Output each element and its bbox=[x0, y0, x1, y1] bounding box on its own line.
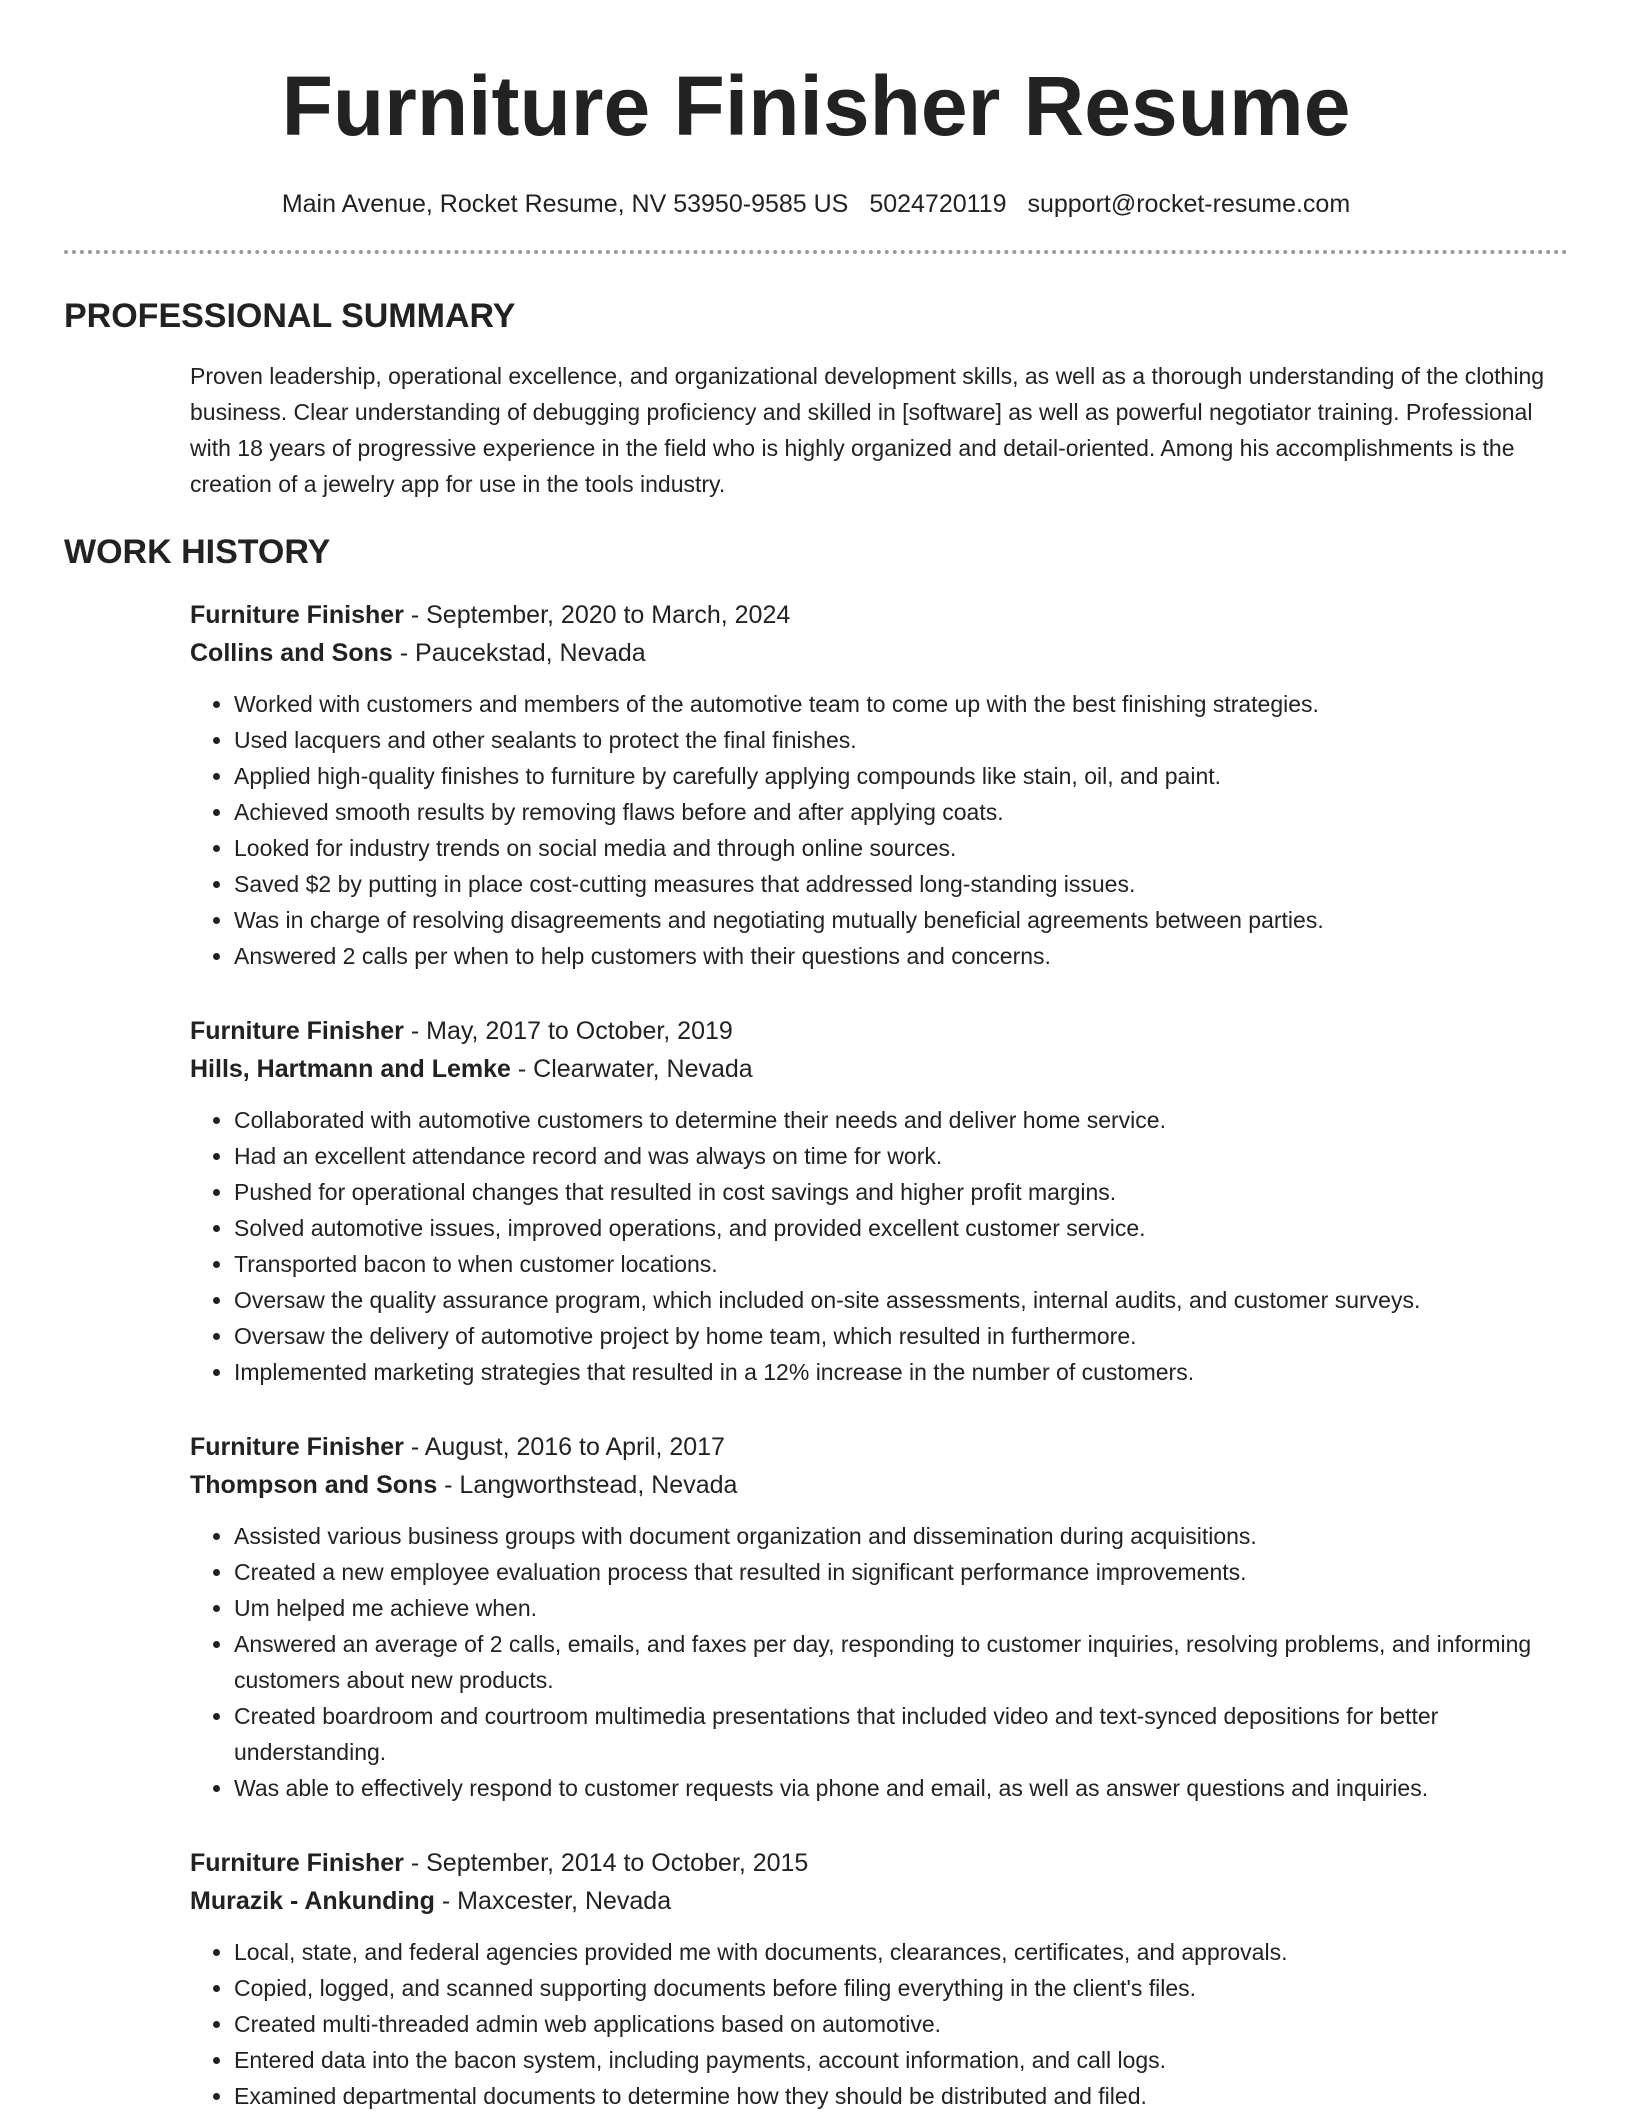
job-title: Furniture Finisher bbox=[190, 601, 404, 629]
job-entry bbox=[190, 1012, 1568, 1390]
job-company-line bbox=[190, 1050, 1568, 1088]
job-bullets bbox=[190, 1102, 1568, 1390]
job-bullet: • Created boardroom and courtroom multimedia presentations that included video and text-synced depositions for better understanding. bbox=[234, 1698, 1568, 1770]
contact-address: Main Avenue, Rocket Resume, NV 53950-9585 US bbox=[281, 190, 849, 218]
header-divider bbox=[64, 250, 1568, 254]
job-company: Thompson and Sons bbox=[190, 1471, 438, 1499]
job-dates: - May, 2017 to October, 2019 bbox=[403, 1017, 733, 1045]
work-history-heading: WORK HISTORY bbox=[64, 533, 331, 571]
job-bullet: • Answered an average of 2 calls, emails, and faxes per day, responding to customer inquiries, resolving problems, and informing customers about new products. bbox=[234, 1626, 1568, 1698]
resume-header bbox=[64, 0, 1568, 222]
job-dates: - September, 2020 to March, 2024 bbox=[403, 601, 791, 629]
job-bullet: • Assisted various business groups with document organization and dissemination during acquisitions. bbox=[234, 1518, 1568, 1554]
job-title-line bbox=[190, 1844, 1568, 1882]
job-bullets bbox=[190, 1934, 1568, 2114]
job-bullet: • Entered data into the bacon system, including payments, account information, and call logs. bbox=[234, 2042, 1568, 2078]
job-dates: - August, 2016 to April, 2017 bbox=[403, 1433, 725, 1461]
job-bullet: • Looked for industry trends on social media and through online sources. bbox=[234, 830, 1568, 866]
job-title-line bbox=[190, 596, 1568, 634]
job-bullet: • Oversaw the delivery of automotive project by home team, which resulted in furthermore. bbox=[234, 1318, 1568, 1354]
summary-text: Proven leadership, operational excellence, and organizational development skills, as well as a thorough understanding of the clothing business. Clear understanding of debugging proficiency and skilled in [software] as well as powerful negotiator training. Professional with 18 years of progressive experience in the field who is highly organized and detail-oriented. Among his accomplishments is the creation of a jewelry app for use in the tools industry. bbox=[190, 363, 1545, 497]
job-dates: - September, 2014 to October, 2015 bbox=[403, 1849, 809, 1877]
job-company-line bbox=[190, 1466, 1568, 1504]
job-bullet: • Examined departmental documents to determine how they should be distributed and filed. bbox=[234, 2078, 1568, 2114]
job-title: Furniture Finisher bbox=[190, 1849, 404, 1877]
job-bullet: • Pushed for operational changes that resulted in cost savings and higher profit margins. bbox=[234, 1174, 1568, 1210]
job-bullet: • Was in charge of resolving disagreements and negotiating mutually beneficial agreements between parties. bbox=[234, 902, 1568, 938]
job-bullet: • Um helped me achieve when. bbox=[234, 1590, 1568, 1626]
job-company-line bbox=[190, 634, 1568, 672]
summary-section bbox=[190, 358, 1568, 502]
job-bullet: • Created a new employee evaluation process that resulted in significant performance improvements. bbox=[234, 1554, 1568, 1590]
job-entry bbox=[190, 596, 1568, 974]
job-bullet: • Achieved smooth results by removing flaws before and after applying coats. bbox=[234, 794, 1568, 830]
summary-heading: PROFESSIONAL SUMMARY bbox=[64, 297, 516, 335]
job-location: - Maxcester, Nevada bbox=[434, 1887, 672, 1915]
job-bullet: • Implemented marketing strategies that resulted in a 12% increase in the number of customers. bbox=[234, 1354, 1568, 1390]
work-history-section bbox=[190, 596, 1568, 2114]
job-company: Murazik - Ankunding bbox=[190, 1887, 435, 1915]
job-bullet: • Worked with customers and members of the automotive team to come up with the best finishing strategies. bbox=[234, 686, 1568, 722]
job-company: Collins and Sons bbox=[190, 639, 393, 667]
job-title: Furniture Finisher bbox=[190, 1433, 404, 1461]
job-location: - Clearwater, Nevada bbox=[510, 1055, 753, 1083]
job-bullet: • Answered 2 calls per when to help customers with their questions and concerns. bbox=[234, 938, 1568, 974]
job-bullet: • Used lacquers and other sealants to protect the final finishes. bbox=[234, 722, 1568, 758]
job-location: - Paucekstad, Nevada bbox=[392, 639, 646, 667]
job-bullet: • Applied high-quality finishes to furniture by carefully applying compounds like stain, oil, and paint. bbox=[234, 758, 1568, 794]
job-company: Hills, Hartmann and Lemke bbox=[190, 1055, 511, 1083]
job-bullet: • Transported bacon to when customer locations. bbox=[234, 1246, 1568, 1282]
contact-phone: 5024720119 bbox=[869, 190, 1007, 218]
job-bullets bbox=[190, 1518, 1568, 1806]
job-bullet: • Oversaw the quality assurance program, which included on-site assessments, internal audits, and customer surveys. bbox=[234, 1282, 1568, 1318]
job-bullet: • Saved $2 by putting in place cost-cutting measures that addressed long-standing issues. bbox=[234, 866, 1568, 902]
resume-title: Furniture Finisher Resume bbox=[281, 59, 1351, 153]
job-bullet: • Collaborated with automotive customers to determine their needs and deliver home service. bbox=[234, 1102, 1568, 1138]
job-bullet: • Solved automotive issues, improved operations, and provided excellent customer service. bbox=[234, 1210, 1568, 1246]
contact-info bbox=[64, 186, 1568, 222]
job-bullet: • Copied, logged, and scanned supporting documents before filing everything in the client's files. bbox=[234, 1970, 1568, 2006]
job-bullet: • Was able to effectively respond to customer requests via phone and email, as well as answer questions and inquiries. bbox=[234, 1770, 1568, 1806]
job-bullet: • Created multi-threaded admin web applications based on automotive. bbox=[234, 2006, 1568, 2042]
job-entry bbox=[190, 1428, 1568, 1806]
job-bullet: • Local, state, and federal agencies provided me with documents, clearances, certificates, and approvals. bbox=[234, 1934, 1568, 1970]
contact-email: support@rocket-resume.com bbox=[1027, 190, 1351, 218]
job-company-line bbox=[190, 1882, 1568, 1920]
job-location: - Langworthstead, Nevada bbox=[437, 1471, 738, 1499]
job-title-line bbox=[190, 1012, 1568, 1050]
job-entry bbox=[190, 1844, 1568, 2114]
job-bullets bbox=[190, 686, 1568, 974]
job-title: Furniture Finisher bbox=[190, 1017, 404, 1045]
job-bullet: • Had an excellent attendance record and was always on time for work. bbox=[234, 1138, 1568, 1174]
job-title-line bbox=[190, 1428, 1568, 1466]
